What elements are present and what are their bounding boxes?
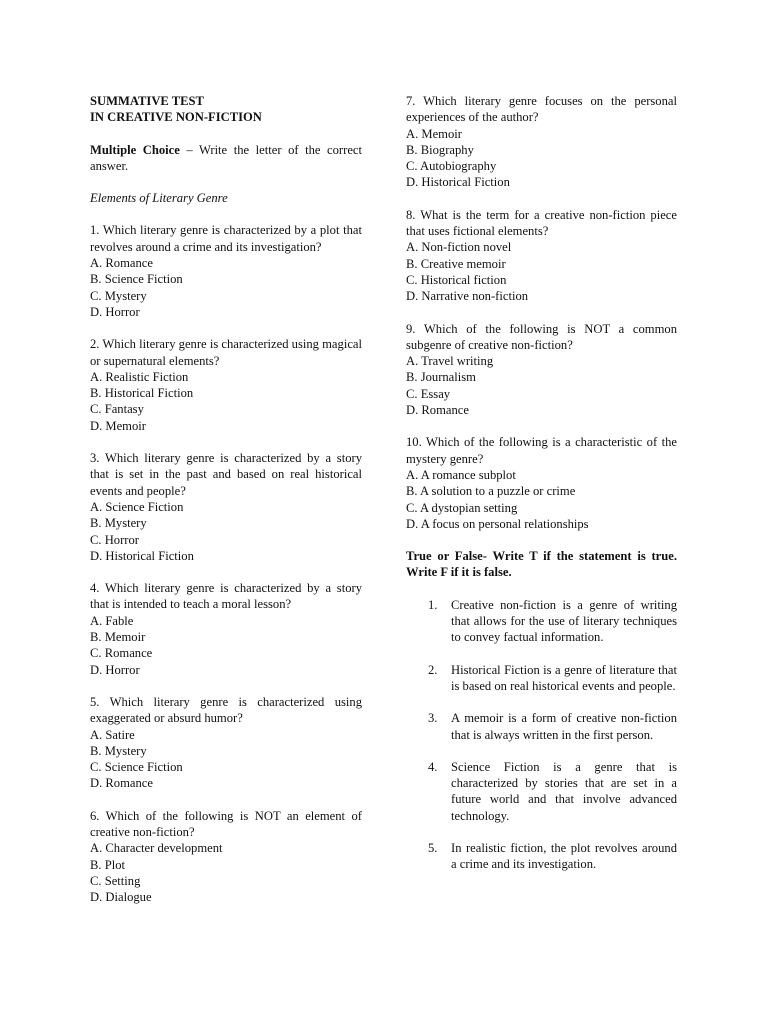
question-stem: 7. Which literary genre focuses on the personal experiences of the author? xyxy=(406,94,677,125)
item-number: 5. xyxy=(428,840,438,855)
question-6 xyxy=(90,808,362,906)
answer-option: C. Essay xyxy=(406,386,451,401)
answer-option: A. Non-fiction novel xyxy=(406,240,512,255)
answer-option: B. Biography xyxy=(406,142,474,157)
answer-option: C. Romance xyxy=(90,646,153,661)
answer-option: A. Fable xyxy=(90,613,134,628)
question-stem: 2. Which literary genre is characterized using magical or supernatural elements? xyxy=(90,337,362,368)
answer-option: A. Satire xyxy=(90,727,135,742)
test-title xyxy=(90,93,362,126)
question-7 xyxy=(406,93,677,191)
question-stem: 6. Which of the following is NOT an element of creative non-fiction? xyxy=(90,808,362,839)
title-line-1: SUMMATIVE TEST xyxy=(90,94,204,108)
question-stem: 8. What is the term for a creative non-fiction piece that uses fictional elements? xyxy=(406,207,677,239)
answer-option: C. Mystery xyxy=(90,288,147,303)
question-1 xyxy=(90,222,362,320)
question-9 xyxy=(406,321,677,419)
item-number: 4. xyxy=(428,759,438,774)
answer-option: D. Horror xyxy=(90,304,140,319)
question-stem: 5. Which literary genre is characterized using exaggerated or absurd humor? xyxy=(90,694,362,726)
question-4 xyxy=(90,580,362,678)
item-statement: In realistic fiction, the plot revolves around a crime and its investigation. xyxy=(451,840,677,872)
multiple-choice-instruction-text: – Write the letter of the correct answer. xyxy=(90,142,362,173)
answer-option: B. Plot xyxy=(90,857,125,872)
section-heading: Elements of Literary Genre xyxy=(90,191,228,206)
answer-option: D. Romance xyxy=(406,403,469,418)
answer-option: C. Setting xyxy=(90,873,141,888)
item-number: 2. xyxy=(428,662,438,677)
multiple-choice-instructions xyxy=(90,142,362,175)
answer-option: C. A dystopian setting xyxy=(406,500,518,515)
true-false-heading: True or False- Write T if the statement is true. Write F if it is false. xyxy=(406,549,677,580)
left-column xyxy=(90,93,362,905)
question-stem: 1. Which literary genre is characterized by a plot that revolves around a crime and its investigation? xyxy=(90,223,362,254)
right-column xyxy=(406,93,677,873)
answer-option: B. Science Fiction xyxy=(90,272,183,287)
answer-option: C. Historical fiction xyxy=(406,272,507,287)
answer-option: B. Mystery xyxy=(90,516,147,531)
true-false-item-3 xyxy=(406,710,677,743)
question-stem: 3. Which literary genre is characterized by a story that is set in the past and based on real historical events and people? xyxy=(90,451,362,498)
answer-option: B. Creative memoir xyxy=(406,256,506,271)
answer-option: D. Romance xyxy=(90,776,153,791)
answer-option: B. A solution to a puzzle or crime xyxy=(406,484,576,499)
answer-option: B. Historical Fiction xyxy=(90,386,194,401)
answer-option: A. Science Fiction xyxy=(90,499,184,514)
question-8 xyxy=(406,207,677,305)
answer-option: B. Mystery xyxy=(90,743,147,758)
item-statement: Creative non-fiction is a genre of writing that allows for the use of literary techniques to convey factual information. xyxy=(451,597,677,645)
answer-option: A. Memoir xyxy=(406,126,462,141)
answer-option: B. Journalism xyxy=(406,370,476,385)
answer-option: D. A focus on personal relationships xyxy=(406,516,589,531)
question-3 xyxy=(90,450,362,564)
question-stem: 9. Which of the following is NOT a common subgenre of creative non-fiction? xyxy=(406,321,677,352)
answer-option: A. A romance subplot xyxy=(406,467,516,482)
item-number: 3. xyxy=(428,711,438,726)
answer-option: B. Memoir xyxy=(90,630,146,645)
answer-option: C. Fantasy xyxy=(90,402,144,417)
item-statement: Science Fiction is a genre that is characterized by stories that are set in a future world and that involve advanced technology. xyxy=(451,759,677,823)
question-5 xyxy=(90,694,362,792)
answer-option: A. Character development xyxy=(90,841,223,856)
question-10 xyxy=(406,434,677,532)
answer-option: D. Horror xyxy=(90,662,140,677)
item-number: 1. xyxy=(428,597,438,612)
answer-option: A. Travel writing xyxy=(406,354,494,369)
true-false-item-5 xyxy=(406,840,677,873)
answer-option: D. Memoir xyxy=(90,418,146,433)
answer-option: C. Autobiography xyxy=(406,159,497,174)
true-false-list xyxy=(406,597,677,873)
answer-option: D. Dialogue xyxy=(90,890,152,905)
answer-option: A. Romance xyxy=(90,256,153,271)
question-stem: 4. Which literary genre is characterized by a story that is intended to teach a moral lesson? xyxy=(90,581,362,612)
multiple-choice-label: Multiple Choice xyxy=(90,142,180,157)
questions-left xyxy=(90,222,362,905)
question-stem: 10. Which of the following is a characteristic of the mystery genre? xyxy=(406,435,677,466)
answer-option: C. Horror xyxy=(90,532,139,547)
item-statement: A memoir is a form of creative non-fiction that is always written in the first person. xyxy=(451,711,677,742)
item-statement: Historical Fiction is a genre of literature that is based on real historical events and people. xyxy=(451,662,677,693)
answer-option: D. Narrative non-fiction xyxy=(406,289,529,304)
true-false-item-1 xyxy=(406,597,677,646)
title-line-2: IN CREATIVE NON-FICTION xyxy=(90,110,262,125)
answer-option: D. Historical Fiction xyxy=(90,548,194,563)
true-false-item-4 xyxy=(406,759,677,824)
true-false-item-2 xyxy=(406,662,677,695)
answer-option: C. Science Fiction xyxy=(90,760,183,775)
answer-option: D. Historical Fiction xyxy=(406,175,510,190)
questions-right xyxy=(406,93,677,532)
answer-option: A. Realistic Fiction xyxy=(90,369,189,384)
question-2 xyxy=(90,336,362,434)
